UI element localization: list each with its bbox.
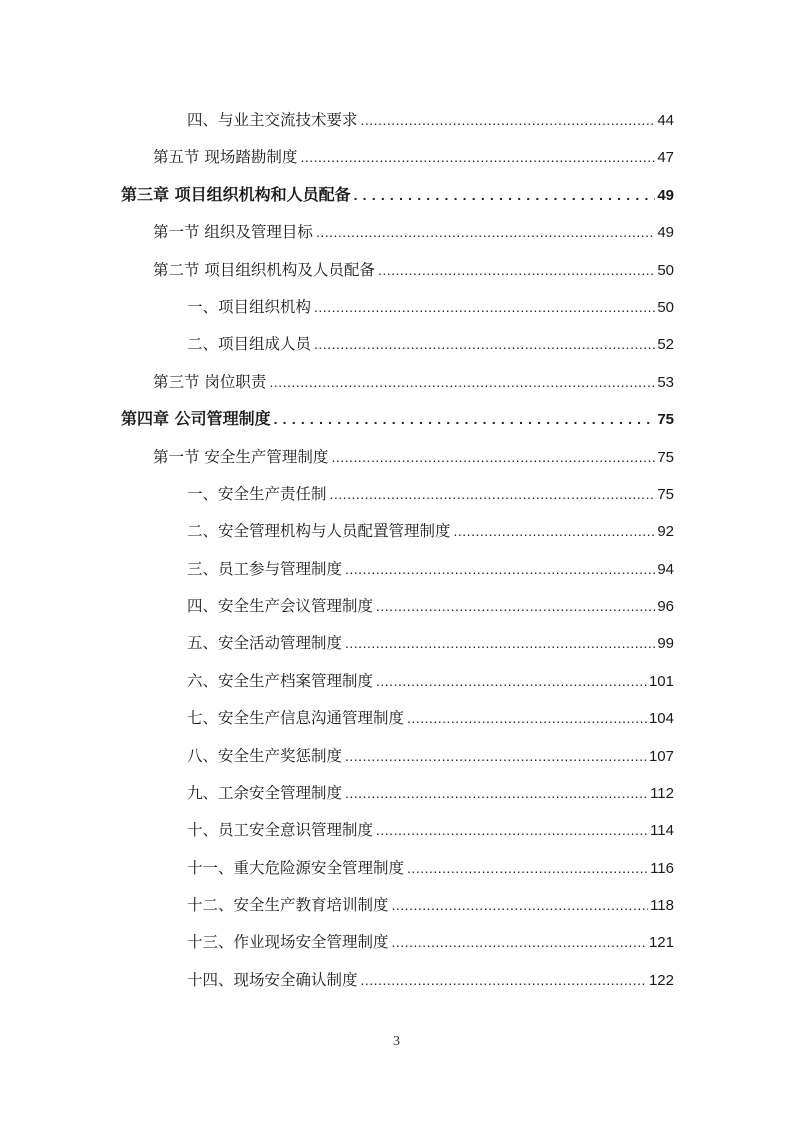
- toc-entry-label: 第三节 岗位职责: [153, 373, 267, 391]
- dot-leader: [274, 407, 656, 431]
- dot-leader: [361, 108, 656, 132]
- toc-entry[interactable]: [187, 631, 674, 655]
- toc-entry-page: 50: [657, 262, 674, 279]
- toc-entry-page: 52: [657, 336, 674, 353]
- toc-entry-page: 44: [657, 112, 674, 129]
- toc-entry-label: 十、员工安全意识管理制度: [187, 821, 374, 839]
- toc-entry[interactable]: [187, 108, 674, 132]
- toc-entry-label: 第五节 现场踏勘制度: [153, 148, 298, 166]
- dot-leader: [330, 482, 656, 506]
- toc-entry[interactable]: [187, 930, 674, 954]
- toc-entry-label: 六、安全生产档案管理制度: [187, 672, 374, 690]
- toc-entry-page: 118: [650, 897, 674, 914]
- toc-entry[interactable]: [187, 744, 674, 768]
- toc-entry-label: 三、员工参与管理制度: [187, 560, 343, 578]
- dot-leader: [361, 968, 647, 992]
- toc-entry[interactable]: [153, 445, 674, 469]
- toc-entry[interactable]: [153, 220, 674, 244]
- toc-entry-page: 47: [657, 149, 674, 166]
- toc-entry-label: 八、安全生产奖惩制度: [187, 747, 343, 765]
- toc-entry-label: 十三、作业现场安全管理制度: [187, 933, 389, 951]
- toc-entry-label: 第二节 项目组织机构及人员配备: [153, 261, 375, 279]
- toc-entry-page: 101: [648, 673, 674, 690]
- dot-leader: [316, 220, 655, 244]
- dot-leader: [378, 258, 655, 282]
- toc-entry-label: 九、工余安全管理制度: [187, 784, 343, 802]
- toc-entry-page: 75: [657, 449, 674, 466]
- toc-entry-page: 96: [657, 598, 674, 615]
- dot-leader: [392, 893, 649, 917]
- toc-entry-label: 第一节 安全生产管理制度: [153, 448, 329, 466]
- toc-entry-label: 十一、重大危险源安全管理制度: [187, 859, 405, 877]
- toc-entry[interactable]: [187, 968, 674, 992]
- dot-leader: [392, 930, 647, 954]
- dot-leader: [454, 519, 656, 543]
- dot-leader: [376, 669, 647, 693]
- dot-leader: [407, 856, 648, 880]
- dot-leader: [331, 445, 655, 469]
- toc-entry-label: 十二、安全生产教育培训制度: [187, 896, 389, 914]
- page-number: 3: [393, 1034, 400, 1049]
- toc-entry[interactable]: [187, 856, 674, 880]
- toc-entry[interactable]: [187, 781, 674, 805]
- dot-leader: [376, 594, 655, 618]
- toc-entry-page: 104: [648, 710, 674, 727]
- dot-leader: [345, 781, 648, 805]
- dot-leader: [269, 370, 655, 394]
- toc-entry-label: 四、安全生产会议管理制度: [187, 597, 374, 615]
- toc-entry-page: 112: [650, 785, 674, 802]
- toc-entry-label: 第四章 公司管理制度: [121, 409, 271, 428]
- toc-entry-label: 第一节 组织及管理目标: [153, 223, 313, 241]
- toc-entry[interactable]: [187, 519, 674, 543]
- toc-entry-page: 75: [657, 411, 674, 428]
- toc-entry-page: 114: [650, 822, 674, 839]
- toc-entry-label: 一、安全生产责任制: [187, 485, 327, 503]
- toc-entry-label: 五、安全活动管理制度: [187, 634, 343, 652]
- toc-entry-label: 二、项目组成人员: [187, 335, 312, 353]
- toc-entry-label: 七、安全生产信息沟通管理制度: [187, 709, 405, 727]
- dot-leader: [354, 183, 656, 207]
- toc-entry-page: 49: [657, 224, 674, 241]
- dot-leader: [314, 332, 655, 356]
- toc-entry[interactable]: [187, 818, 674, 842]
- toc-entry-page: 99: [657, 635, 674, 652]
- toc-entry-page: 53: [657, 374, 674, 391]
- toc-entry[interactable]: [153, 258, 674, 282]
- toc-entry-label: 一、项目组织机构: [187, 298, 312, 316]
- toc-entry-page: 94: [657, 561, 674, 578]
- toc-chapter-entry[interactable]: [121, 183, 674, 207]
- toc-entry[interactable]: [187, 295, 674, 319]
- toc-entry-page: 121: [648, 934, 674, 951]
- dot-leader: [345, 631, 655, 655]
- toc-entry[interactable]: [153, 145, 674, 169]
- toc-entry-page: 50: [657, 299, 674, 316]
- toc-entry[interactable]: [153, 370, 674, 394]
- toc-entry-page: 49: [657, 187, 674, 204]
- toc-entry-page: 75: [657, 486, 674, 503]
- toc-entry[interactable]: [187, 557, 674, 581]
- toc-entry-label: 十四、现场安全确认制度: [187, 971, 358, 989]
- toc-entry[interactable]: [187, 706, 674, 730]
- dot-leader: [376, 818, 648, 842]
- toc-entry-page: 107: [648, 748, 674, 765]
- toc-chapter-entry[interactable]: [121, 407, 674, 431]
- toc-entry[interactable]: [187, 332, 674, 356]
- toc-entry-label: 第三章 项目组织机构和人员配备: [121, 185, 351, 204]
- dot-leader: [345, 744, 647, 768]
- toc-entry[interactable]: [187, 594, 674, 618]
- dot-leader: [314, 295, 655, 319]
- toc-entry-page: 92: [657, 523, 674, 540]
- dot-leader: [345, 557, 655, 581]
- toc-entry[interactable]: [187, 482, 674, 506]
- toc-entry-page: 122: [648, 972, 674, 989]
- toc-entry[interactable]: [187, 669, 674, 693]
- dot-leader: [300, 145, 655, 169]
- dot-leader: [407, 706, 647, 730]
- toc-entry-page: 116: [650, 860, 674, 877]
- toc-entry-label: 二、安全管理机构与人员配置管理制度: [187, 522, 451, 540]
- toc-entry-label: 四、与业主交流技术要求: [187, 111, 358, 129]
- toc-entry[interactable]: [187, 893, 674, 917]
